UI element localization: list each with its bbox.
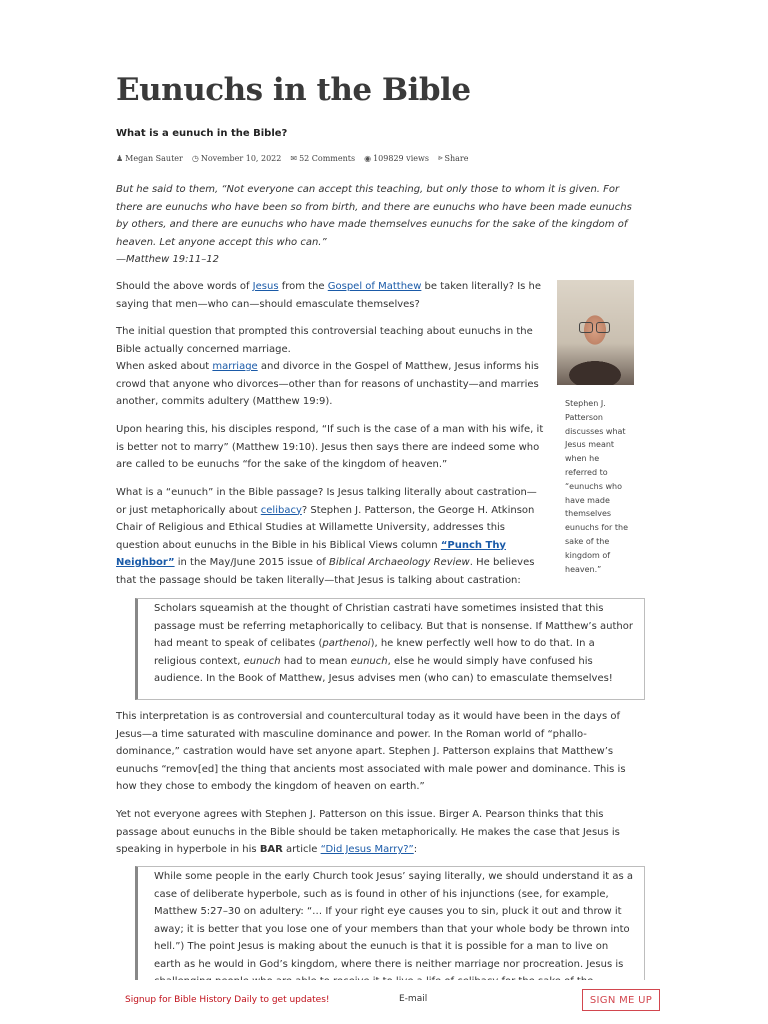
comments-icon: ✉ — [290, 153, 298, 163]
link-jesus[interactable]: Jesus — [252, 281, 279, 292]
paragraph-2 — [116, 323, 546, 411]
email-field[interactable]: E-mail — [399, 994, 428, 1004]
text: . He believes that the passage should be taken literally—that Jesus is talking about castration: — [116, 557, 535, 586]
clock-icon: ◷ — [191, 153, 199, 163]
text: article — [282, 844, 321, 855]
epigraph-ref: —Matthew 19:11–12 — [116, 254, 219, 265]
comments-count[interactable]: 52 Comments — [299, 153, 356, 163]
text: eunuch — [243, 655, 281, 667]
text: in the May/June 2015 issue of — [174, 557, 329, 568]
photo-caption: Stephen J. Patterson discusses what Jesus meant when he referred to “eunuchs who have made themselves eunuchs for the sake of the kingdom of heaven.” — [565, 399, 628, 574]
publication-name: Biblical Archaeology Review — [328, 557, 470, 568]
text: BAR — [259, 844, 283, 855]
publish-date: November 10, 2022 — [200, 153, 282, 163]
link-celibacy[interactable]: celibacy — [260, 504, 302, 516]
text: and divorce in the Gospel of Matthew, Jesus informs his crowd that anyone who divorces—other than for reasons of unchastity—and marries another, commits adultery (Matthew 19:9). — [116, 361, 539, 407]
text: ? Stephen J. Patterson, the George H. Atkinson Chair of Religious and Ethical Studies at Willamette University, addresses this question about eunuchs in the Bible in his Biblical Views column — [116, 504, 535, 551]
article-title: Eunuchs in the Bible — [116, 72, 471, 108]
article-subtitle: What is a eunuch in the Bible? — [116, 128, 288, 139]
text: Scholars squeamish at the thought of Christian castrati have sometimes insisted that this passage must be referring metaphorically to celibacy. But that is nonsense. If Matthew’s author had meant to speak of celibates ( — [154, 603, 633, 649]
text: When asked about — [116, 361, 213, 372]
author-meta[interactable] — [116, 153, 183, 163]
author-name[interactable]: Megan Sauter — [125, 153, 183, 163]
text: The initial question that prompted this controversial teaching about eunuchs in the Bible actually concerned marriage. — [116, 326, 533, 355]
text: Should the above words of — [116, 281, 253, 292]
glasses-shape — [579, 322, 611, 332]
quote-text: While some people in the early Church took Jesus’ saying literally, we should understand it as a case of deliberate hyperbole, such as is found in other of his injunctions (see, for example, Matthew 5:27–30 on adultery: “… If your right eye causes you to sin, pluck it out and throw it away; it is better that you lose one of your members than that your whole body be thrown into hell.”) The point Jesus is making about the eunuch is that it is possible for a man to live on earth as he would in God’s kingdom, where there is neither marriage nor procreation. Jesus is — [154, 871, 633, 970]
comments-meta[interactable] — [290, 153, 355, 163]
paragraph-4: Upon hearing this, his disciples respond, “If such is the case of a man with his wife, it is better not to marry” (Matthew 19:10). Jesus then says there are indeed some who are called to be eunuchs “for the sake of the kingdom of heaven.” — [116, 424, 544, 470]
eye-icon: ◉ — [364, 153, 372, 163]
epigraph — [116, 181, 632, 269]
text: , else he would simply have confused his audience. In the Book of Matthew, Jesus advises men (who can) to emasculate themselves! — [154, 655, 613, 684]
link-marriage[interactable]: marriage — [212, 361, 258, 372]
paragraph-1 — [116, 278, 546, 313]
user-icon: ♟ — [116, 153, 124, 163]
share-meta[interactable] — [438, 153, 468, 163]
signup-prompt: Signup for Bible History Daily to get updates! — [125, 995, 330, 1005]
text: from the — [278, 281, 328, 292]
text: Yet not everyone agrees with Stephen J. Patterson on this issue. Birger A. Pearson thinks that this passage about eunuchs in the Bible should be taken metaphorically. He makes the case that Jesus is speaking in hyperbole in his — [116, 809, 620, 855]
author-photo — [557, 280, 634, 385]
paragraph-6: This interpretation is as controversial and countercultural today as it would have been in the days of Jesus—a time saturated with masculine dominance and power. In the Roman world of “phallo-dominance,” castration would have set anyone apart. Stephen J. Patterson explains that Matthew’s eunuchs “remov[ed] the thing that ancients most associated with male power and dominance. This is how they chose to embody the kingdom of heaven on earth.” — [116, 711, 626, 792]
views-count: 109829 views — [373, 153, 429, 163]
link-gospel-of-matthew[interactable]: Gospel of Matthew — [327, 281, 422, 292]
paragraph-5 — [116, 484, 546, 589]
text: parthenoi — [322, 638, 371, 649]
share-icon: ⪢ — [437, 153, 443, 162]
link-did-jesus-marry[interactable]: “Did Jesus Marry?” — [320, 844, 414, 855]
quote-text — [154, 599, 636, 688]
epigraph-text: But he said to them, “Not everyone can accept this teaching, but only those to whom it is given. For there are eunuchs who have been so from birth, and there are eunuchs who have been made eunuchs by others, and there are eunuchs who have made themselves eunuchs for the sake of the kingdom of heaven. Let anyone accept this who can.” — [116, 184, 632, 248]
text: had to mean — [280, 655, 351, 667]
text: eunuch — [350, 655, 388, 667]
share-link[interactable]: Share — [444, 153, 469, 163]
article-meta — [116, 153, 468, 163]
text: : — [413, 844, 418, 855]
sign-me-up-button[interactable]: SIGN ME UP — [582, 989, 660, 1011]
blockquote-patterson — [135, 598, 645, 700]
text: be taken literally? Is he saying that men—who can—should emasculate themselves? — [116, 281, 542, 310]
link-punch-thy-neighbor[interactable]: “Punch Thy Neighbor” — [116, 539, 506, 568]
text: What is a “eunuch” in the Bible passage? Is Jesus talking literally about castration—or just metaphorically about — [116, 487, 537, 516]
text: ), he knew perfectly well how to do that. In a religious context, — [154, 638, 595, 667]
views-meta — [364, 153, 429, 163]
paragraph-7 — [116, 806, 632, 859]
blockquote-pearson — [135, 866, 645, 987]
date-meta — [192, 153, 282, 163]
